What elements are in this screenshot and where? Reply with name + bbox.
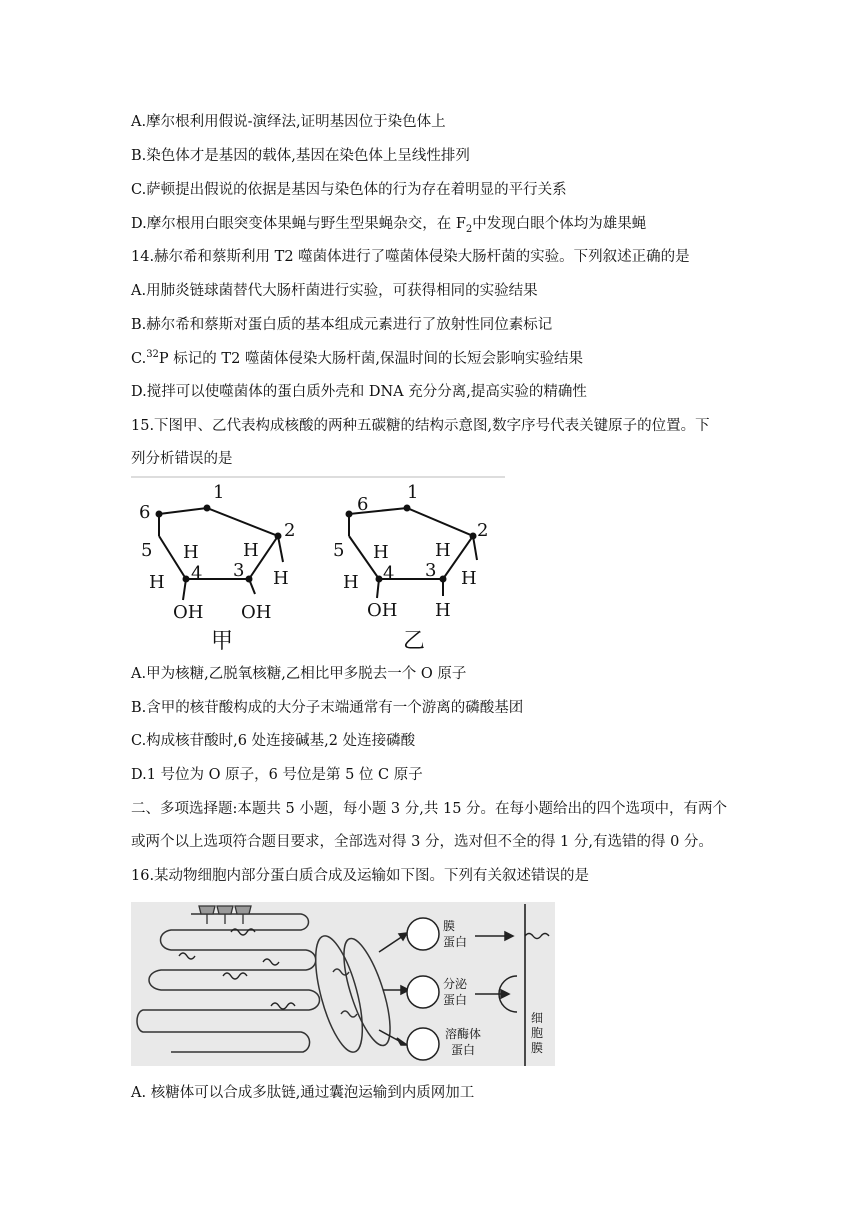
yi-n4: 4	[383, 563, 395, 584]
q14-option-c-post: P 标记的 T2 噬菌体侵染大肠杆菌,保温时间的长短会影响实验结果	[158, 351, 584, 367]
yi-n3: 3	[425, 560, 437, 581]
jia-n2: 2	[284, 520, 296, 541]
jia-n5: 5	[141, 540, 153, 561]
yi-h3-bottom: H	[435, 600, 451, 621]
q14-option-a: A.用肺炎链球菌替代大肠杆菌进行实验，可获得相同的实验结果	[131, 283, 538, 299]
q14-stem: 14.赫尔希和蔡斯利用 T2 噬菌体进行了噬菌体侵染大肠杆菌的实验。下列叙述正确的是	[131, 249, 690, 265]
q15-option-b: B.含甲的核苷酸构成的大分子末端通常有一个游离的磷酸基团	[131, 700, 524, 716]
lysosome-protein-label-1: 溶酶体	[445, 1027, 482, 1041]
q13-option-d-sub: 2	[465, 223, 473, 235]
yi-n2: 2	[477, 520, 489, 541]
jia-n6: 6	[139, 502, 151, 523]
er-membrane	[137, 914, 320, 1052]
ribose-dots	[156, 505, 282, 583]
q16-stem: 16.某动物细胞内部分蛋白质合成及运输如下图。下列有关叙述错误的是	[131, 868, 590, 884]
secreted-protein-label-1: 分泌	[443, 977, 468, 991]
jia-h3: H	[243, 540, 259, 561]
yi-h4: H	[373, 542, 389, 563]
section2-instructions-1: 二、多项选择题:本题共 5 小题，每小题 3 分,共 15 分。在每小题给出的四个选项中，有两个	[131, 801, 728, 817]
q13-option-d	[131, 214, 646, 234]
deoxyribose-structure	[349, 508, 477, 598]
ribose-structure	[159, 508, 283, 600]
jia-h5: H	[149, 572, 165, 593]
membrane-protein-label-1: 膜	[443, 919, 456, 933]
q13-option-c: C.萨顿提出假说的依据是基因与染色体的行为存在着明显的平行关系	[131, 182, 567, 198]
q14-option-c-sup: 32	[146, 349, 159, 361]
yi-h3: H	[435, 540, 451, 561]
jia-h2: H	[273, 568, 289, 589]
cell-membrane-label-3: 膜	[531, 1041, 544, 1055]
membrane-protein-coil	[525, 934, 549, 939]
q15-option-a: A.甲为核糖,乙脱氧核糖,乙相比甲多脱去一个 O 原子	[131, 666, 467, 682]
pentose-diagram	[131, 476, 505, 654]
q15-stem-1: 15.下图甲、乙代表构成核酸的两种五碳糖的结构示意图,数字序号代表关键原子的位置。下	[131, 418, 710, 434]
pentose-structure-figure	[131, 476, 505, 654]
jia-caption: 甲	[211, 629, 234, 654]
secreted-protein-label-2: 蛋白	[443, 993, 468, 1007]
q15-option-c: C.构成核苷酸时,6 处连接碱基,2 处连接磷酸	[131, 733, 416, 749]
yi-h2: H	[461, 568, 477, 589]
jia-oh3: OH	[241, 602, 272, 623]
q16-option-a: A. 核糖体可以合成多肽链,通过囊泡运输到内质网加工	[131, 1085, 475, 1101]
q13-option-a: A.摩尔根利用假说-演绎法,证明基因位于染色体上	[131, 114, 446, 130]
protein-transport-diagram	[131, 902, 555, 1066]
yi-h5: H	[343, 572, 359, 593]
membrane-protein-label-2: 蛋白	[443, 935, 468, 949]
jia-h4: H	[183, 542, 199, 563]
yi-caption: 乙	[403, 629, 426, 654]
cell-membrane-label-2: 胞	[531, 1026, 544, 1040]
q13-option-b: B.染色体才是基因的载体,基因在染色体上呈线性排列	[131, 148, 470, 164]
jia-n3: 3	[233, 560, 245, 581]
q15-option-d: D.1 号位为 O 原子，6 号位是第 5 位 C 原子	[131, 767, 423, 783]
q14-option-b: B.赫尔希和蔡斯对蛋白质的基本组成元素进行了放射性同位素标记	[131, 317, 553, 333]
yi-oh4: OH	[367, 600, 398, 621]
section2-instructions-2: 或两个以上选项符合题目要求，全部选对得 3 分，选对但不全的得 1 分,有选错的得 0 分。	[131, 834, 713, 850]
deoxyribose-dots	[346, 505, 477, 583]
protein-transport-figure	[131, 902, 555, 1066]
q13-option-d-pre: D.摩尔根用白眼突变体果蝇与野生型果蝇杂交，在 F	[131, 216, 466, 232]
q14-option-d: D.搅拌可以使噬菌体的蛋白质外壳和 DNA 充分分离,提高实验的精确性	[131, 384, 587, 400]
jia-n4: 4	[191, 563, 203, 584]
jia-oh4: OH	[173, 602, 204, 623]
cell-membrane-label-1: 细	[531, 1011, 544, 1025]
q14-option-c	[131, 349, 583, 369]
yi-n6: 6	[357, 494, 369, 515]
q14-option-c-pre: C.	[131, 351, 147, 367]
jia-n1: 1	[213, 482, 225, 503]
q15-stem-2: 列分析错误的是	[131, 451, 233, 467]
yi-n5: 5	[333, 540, 345, 561]
polypeptide-coils	[179, 929, 295, 1009]
golgi-apparatus	[306, 931, 399, 1056]
ribosomes	[199, 906, 251, 924]
lysosome-protein-label-2: 蛋白	[451, 1043, 476, 1057]
q13-option-d-post: 中发现白眼个体均为雄果蝇	[472, 216, 647, 232]
yi-n1: 1	[407, 482, 419, 503]
